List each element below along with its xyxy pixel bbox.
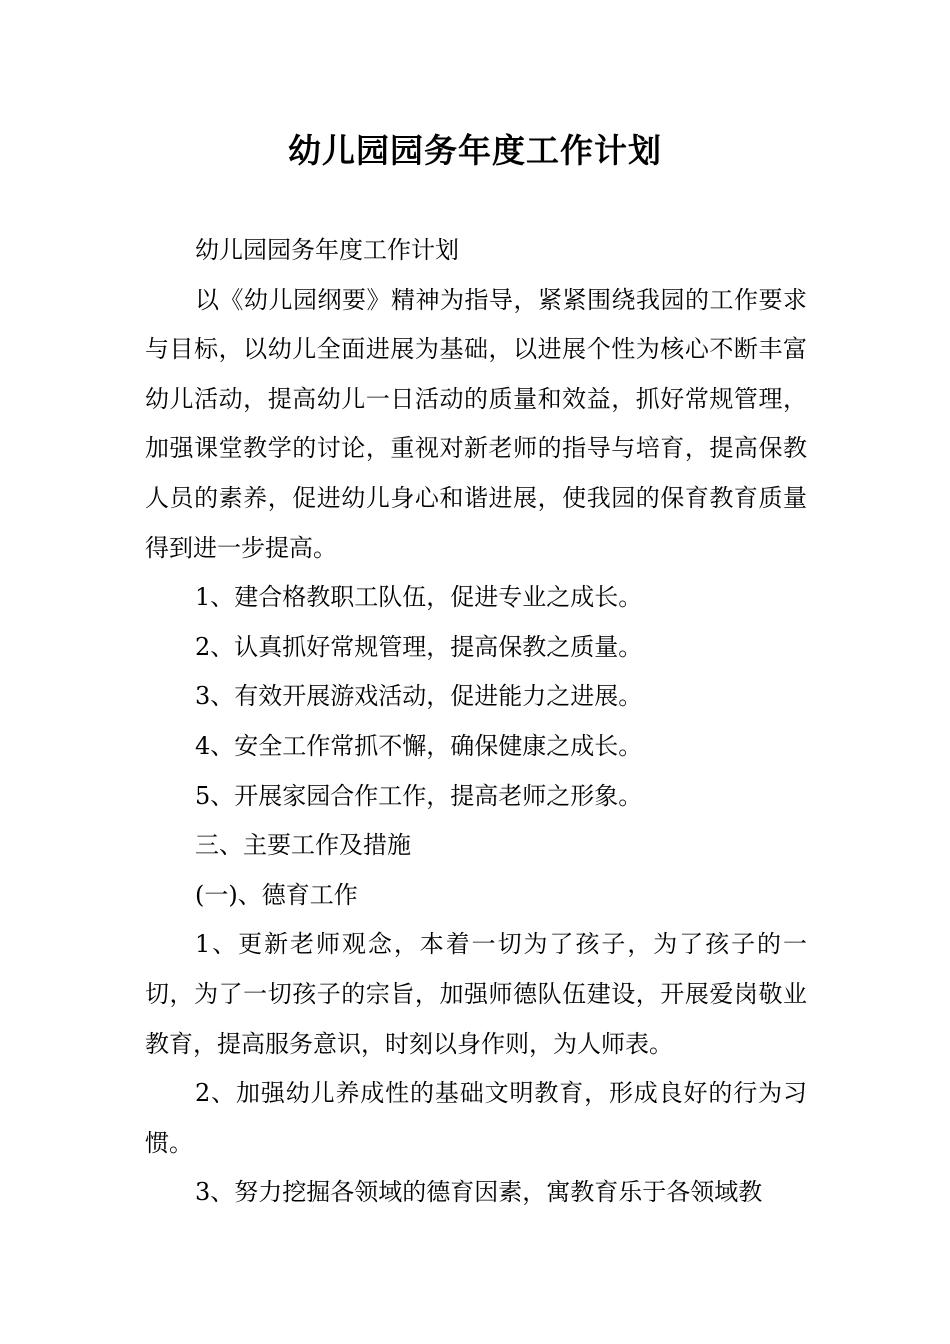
- paragraph-intro: 以《幼儿园纲要》精神为指导，紧紧围绕我园的工作要求与目标，以幼儿全面进展为基础，以进展个性为核心不断丰富幼儿活动，提高幼儿一日活动的质量和效益，抓好常规管理，加强课堂教学的讨论，重视对新老师的指导与培育，提高保教人员的素养，促进幼儿身心和谐进展，使我园的保育教育质量得到进一步提高。: [145, 285, 807, 562]
- subsection-heading: (一)、德育工作: [195, 880, 358, 909]
- goal-item-4: 4、安全工作常抓不懈，确保健康之成长。: [195, 731, 643, 760]
- paragraph-subtitle: 幼儿园园务年度工作计划: [195, 236, 459, 264]
- measure-item-3: 3、努力挖掘各领域的德育因素，寓教育乐于各领域教: [195, 1178, 763, 1207]
- goal-item-3: 3、有效开展游戏活动，促进能力之进展。: [195, 682, 643, 711]
- goal-item-5: 5、开展家园合作工作，提高老师之形象。: [195, 781, 643, 810]
- section-heading: 三、主要工作及措施: [195, 831, 411, 860]
- document-body: [145, 226, 807, 1218]
- goal-item-1: 1、建合格教职工队伍，促进专业之成长。: [195, 583, 643, 612]
- measure-item-1: 1、更新老师观念，本着一切为了孩子，为了孩子的一切，为了一切孩子的宗旨，加强师德队伍建设，开展爱岗敬业教育，提高服务意识，时刻以身作则，为人师表。: [145, 930, 807, 1058]
- goal-item-2: 2、认真抓好常规管理，提高保教之质量。: [195, 632, 643, 661]
- document-title: 幼儿园园务年度工作计划: [288, 131, 662, 170]
- measure-item-2: 2、加强幼儿养成性的基础文明教育，形成良好的行为习惯。: [145, 1079, 807, 1157]
